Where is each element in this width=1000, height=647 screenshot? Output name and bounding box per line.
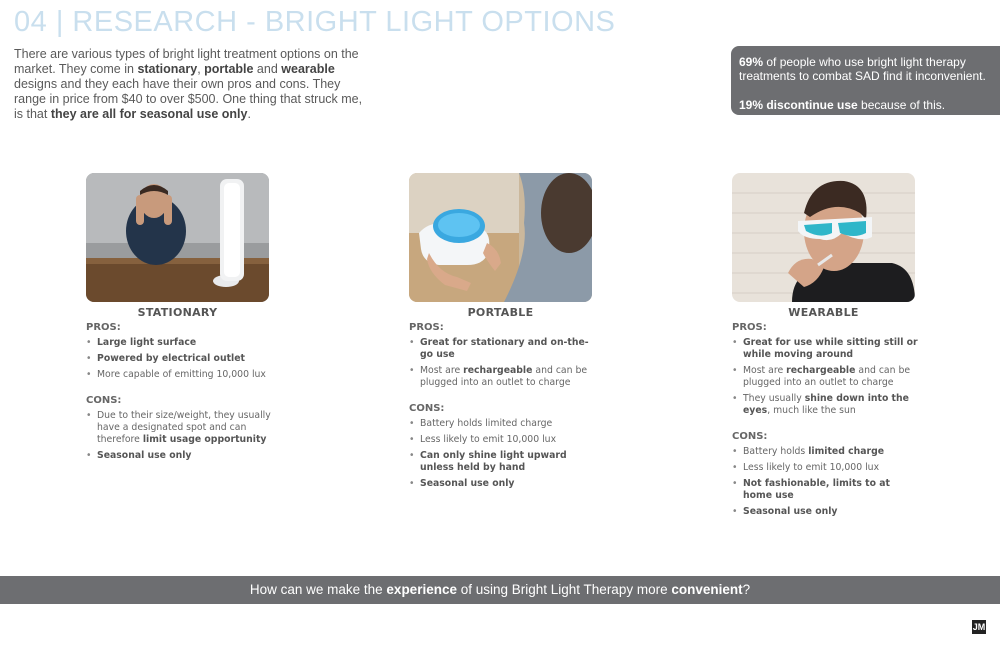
intro-paragraph: There are various types of bright light treatment options on the market. They come in stationary, portable and wearable designs and they each have their own pros and cons. They range in price from $40 to over $500. One thing that struck me, is that they are all for seasonal use only.	[14, 47, 363, 121]
option-column-wearable	[732, 173, 997, 522]
bullet-item: • Most are rechargeable and can be plugged into an outlet to charge	[732, 365, 921, 389]
bullet-item: • More capable of emitting 10,000 lux	[86, 369, 275, 381]
bullet-item: • Great for use while sitting still or while moving around	[732, 337, 921, 361]
bullet-item: • Can only shine light upward unless held by hand	[409, 450, 598, 474]
portable-pros-list	[409, 337, 674, 389]
option-column-portable	[409, 173, 674, 494]
portable-cons-label: CONS:	[409, 403, 445, 414]
wearable-cons-label: CONS:	[732, 431, 768, 442]
bullet-item: • Large light surface	[86, 337, 275, 349]
stationary-photo	[86, 173, 269, 302]
option-column-stationary	[86, 173, 351, 466]
wearable-cons-list	[732, 446, 997, 518]
stationary-pros-label: PROS:	[86, 322, 121, 333]
stat-discontinue: 19% discontinue use because of this.	[739, 98, 946, 112]
bullet-item: • Battery holds limited charge	[732, 446, 921, 458]
stationary-cons-label: CONS:	[86, 395, 122, 406]
bullet-item: • Seasonal use only	[409, 478, 598, 490]
wearable-photo	[732, 173, 915, 302]
bullet-item: • Due to their size/weight, they usually have a designated spot and can therefore limit usage opportunity	[86, 410, 275, 446]
stat-inconvenient: 69% of people who use bright light therapy treatments to combat SAD find it inconvenient.	[739, 55, 986, 83]
wearable-pros-label: PROS:	[732, 322, 767, 333]
portable-pros-label: PROS:	[409, 322, 444, 333]
bullet-item: • Less likely to emit 10,000 lux	[732, 462, 921, 474]
bullet-item: • Less likely to emit 10,000 lux	[409, 434, 598, 446]
statistics-callout	[731, 46, 1000, 115]
jm-logo: JM	[972, 622, 986, 632]
stationary-heading: STATIONARY	[137, 306, 218, 319]
bullet-item: • Battery holds limited charge	[409, 418, 598, 430]
wearable-pros-list	[732, 337, 997, 417]
bullet-item: • They usually shine down into the eyes, much like the sun	[732, 393, 921, 417]
bullet-item: • Seasonal use only	[86, 450, 275, 462]
wearable-heading: WEARABLE	[788, 306, 859, 319]
stationary-pros-list	[86, 337, 351, 381]
bullet-item: • Powered by electrical outlet	[86, 353, 275, 365]
portable-heading: PORTABLE	[467, 306, 534, 319]
stationary-cons-list	[86, 410, 351, 462]
bullet-item: • Great for stationary and on-the-go use	[409, 337, 598, 361]
question-banner: How can we make the experience of using Bright Light Therapy more convenient?	[0, 576, 1000, 604]
page-title: 04 | RESEARCH - BRIGHT LIGHT OPTIONS	[14, 6, 616, 38]
portable-photo	[409, 173, 592, 302]
portable-cons-list	[409, 418, 674, 490]
bullet-item: • Most are rechargeable and can be plugged into an outlet to charge	[409, 365, 598, 389]
bullet-item: • Not fashionable, limits to at home use	[732, 478, 921, 502]
bullet-item: • Seasonal use only	[732, 506, 921, 518]
